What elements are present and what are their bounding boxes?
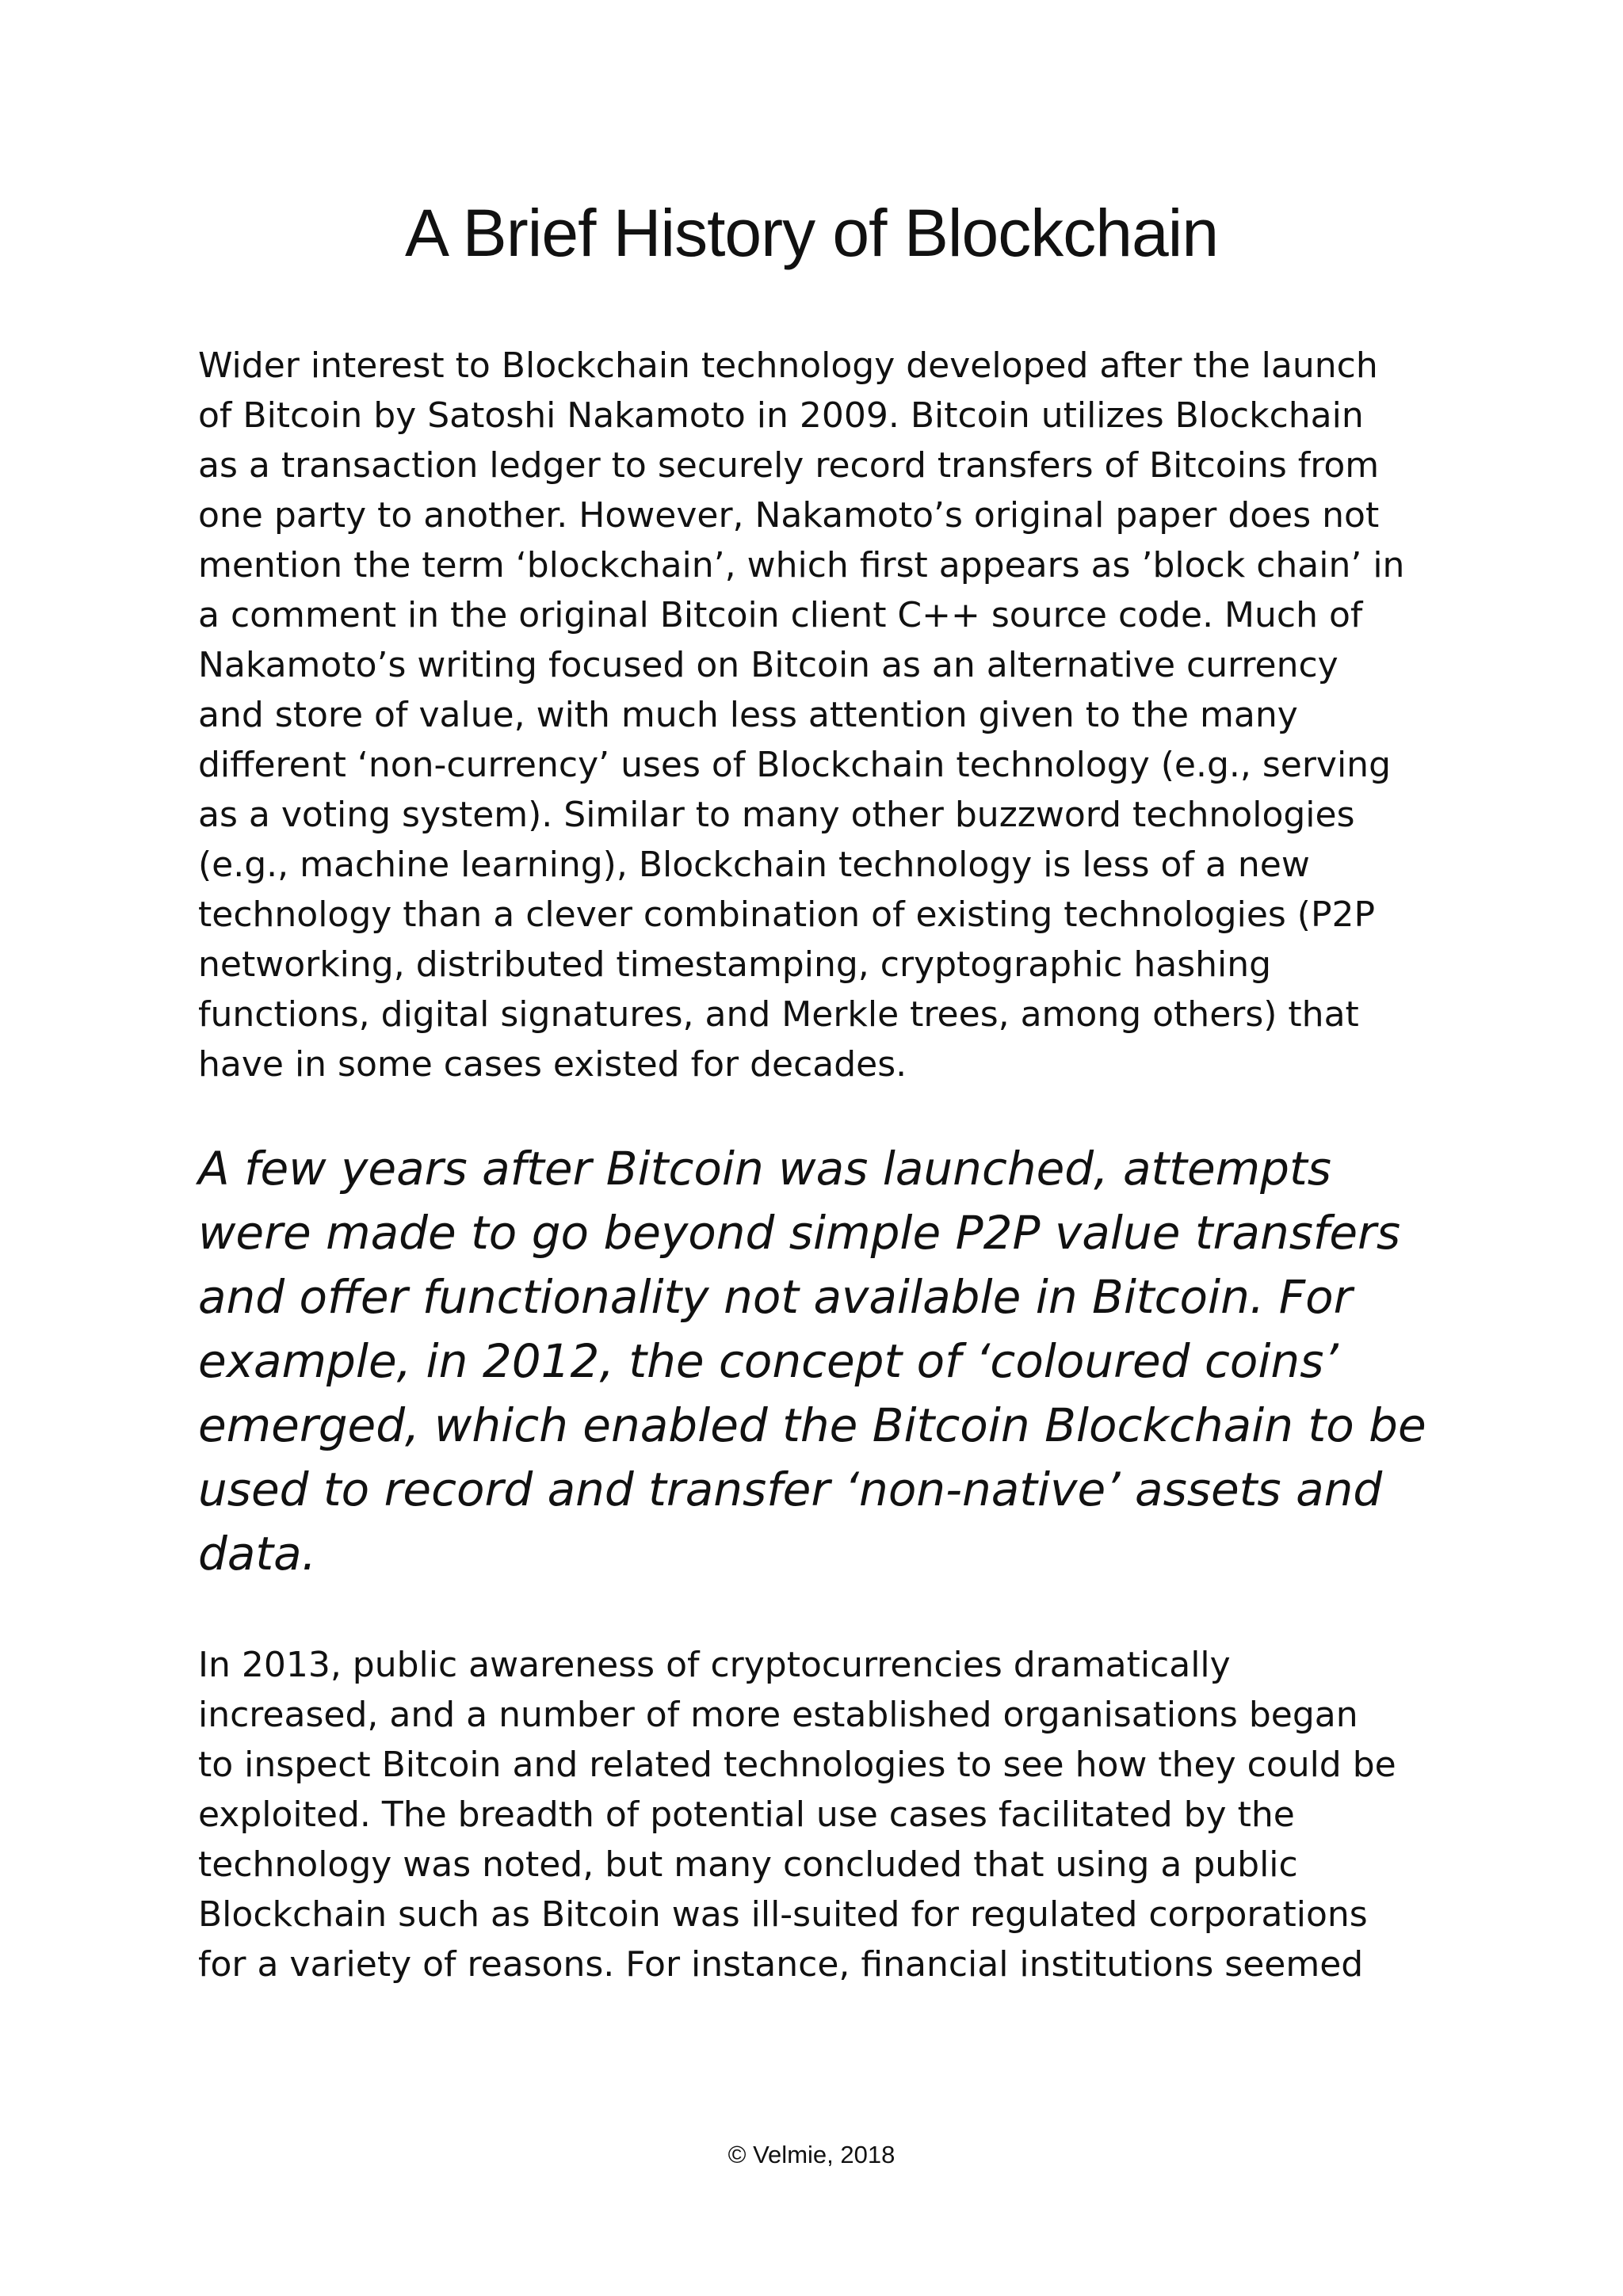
page-title: A Brief History of Blockchain [404,196,1219,270]
body-paragraph-2: In 2013, public awareness of cryptocurrencies dramatically increased, and a number of more established organisations began to inspect Bitcoin and related technologies to see how they could be exploited. The breadth of potential use cases facilitated by the technology was noted, but many concluded that using a public Blockchain such as Bitcoin was ill-suited for regulated corporations for a variety of reasons. For instance, financial institutions seemed [198,1645,1396,1985]
pull-quote: A few years after Bitcoin was launched, attempts were made to go beyond simple P2P value transfers and offer functionality not available in Bitcoin. For example, in 2012, the concept of ‘coloured coins’ emerged, which enabled the Bitcoin Blockchain to be used to record and transfer ‘non-native’ assets and data. [198,1142,1426,1581]
body-paragraph-1: Wider interest to Blockchain technology developed after the launch of Bitcoin by Satoshi Nakamoto in 2009. Bitcoin utilizes Blockchain as a transaction ledger to securely record transfers of Bitcoins from one party to another. However, Nakamoto’s original paper does not mention the term ‘blockchain’, which first appears as ’block chain’ in a comment in the original Bitcoin client C++ source code. Much of Nakamoto’s writing focused on Bitcoin as an alternative currency and store of value, with much less attention given to the many different ‘non-currency’ uses of Blockchain technology (e.g., serving as a voting system). Similar to many other buzzword technologies (e.g., machine learning), Blockchain technology is less of a new technology than a clever combination of existing technologies (P2P networking, distributed timestamping, cryptographic hashing functions, digital signatures, and Merkle trees, among others) that have in some cases existed for decades. [198,345,1405,1085]
copyright-footer: © Velmie, 2018 [727,2141,896,2168]
